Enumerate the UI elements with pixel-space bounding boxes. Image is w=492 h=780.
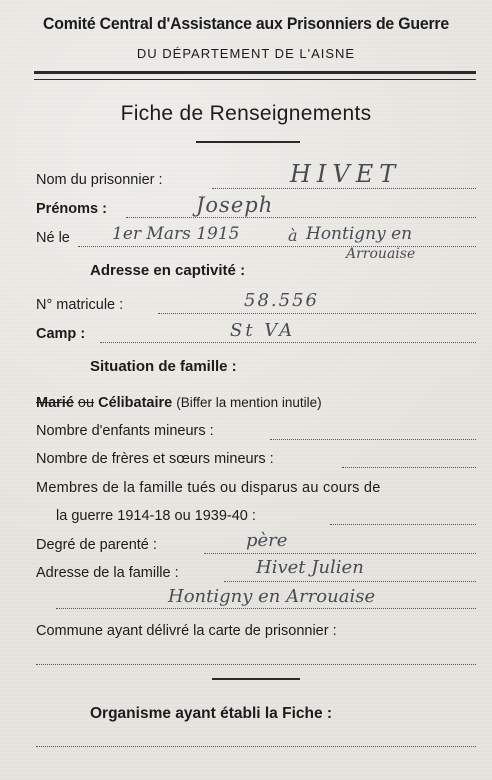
header-rule-thick: [34, 71, 476, 74]
title-underline: [196, 141, 300, 143]
family-address-line-2: [56, 608, 476, 609]
family-situation-heading: Situation de famille :: [90, 358, 237, 375]
birth-place-value: Hontigny en: [306, 224, 413, 244]
captivity-address-heading: Adresse en captivité :: [90, 262, 246, 279]
department-subtitle: DU DÉPARTEMENT DE L'AISNE: [136, 46, 356, 61]
matricule-label: N° matricule :: [36, 297, 124, 313]
commune-line: [36, 664, 476, 665]
ne-le-label: Né le: [36, 230, 70, 246]
matricule-line: [158, 313, 476, 314]
organisme-line: [36, 746, 476, 747]
relationship-label: Degré de parenté :: [36, 537, 157, 553]
family-members-label-2: la guerre 1914-18 ou 1939-40 :: [56, 508, 256, 524]
organisme-heading: Organisme ayant établi la Fiche :: [90, 705, 333, 722]
camp-value: St VA: [230, 320, 296, 341]
commune-label: Commune ayant délivré la carte de prisonnier :: [36, 623, 337, 639]
children-label: Nombre d'enfants mineurs :: [36, 423, 214, 439]
relationship-value: père: [246, 530, 288, 551]
camp-line: [100, 342, 476, 343]
section-divider: [212, 678, 300, 680]
camp-label: Camp :: [36, 326, 86, 342]
marie-option-struck: Marié: [36, 395, 74, 411]
organization-title: Comité Central d'Assistance aux Prisonniers de Guerre: [42, 14, 449, 33]
family-address-value-2: Hontigny en Arrouaise: [168, 586, 376, 607]
celibataire-option: Célibataire: [98, 395, 173, 411]
birth-place-prefix: à: [288, 226, 298, 245]
family-members-label-1: Membres de la famille tués ou disparus au cours de: [36, 480, 381, 496]
nom-value: HIVET: [290, 160, 402, 188]
family-address-line-1: [224, 581, 476, 582]
form-title: Fiche de Renseignements: [120, 102, 372, 125]
matricule-value: 58.556: [244, 290, 319, 311]
ou-word: ou: [77, 395, 95, 411]
nom-line: [212, 188, 476, 189]
strike-note: (Biffer la mention inutile): [176, 395, 322, 410]
siblings-line: [342, 467, 476, 468]
prenoms-value: Joseph: [196, 193, 274, 217]
relationship-line: [204, 553, 476, 554]
prenoms-label: Prénoms :: [36, 201, 107, 217]
family-address-value-1: Hivet Julien: [256, 557, 364, 578]
nom-label: Nom du prisonnier :: [36, 172, 163, 188]
children-line: [270, 439, 476, 440]
header-rule-thin: [34, 79, 476, 80]
marital-status-row: [36, 395, 322, 411]
birth-date-value: 1er Mars 1915: [112, 224, 240, 244]
family-address-label: Adresse de la famille :: [36, 565, 179, 581]
family-members-line: [330, 524, 476, 525]
siblings-label: Nombre de frères et sœurs mineurs :: [36, 451, 274, 467]
ne-le-line: [78, 246, 476, 247]
birth-place-value-2: Arrouaise: [346, 246, 416, 262]
prenoms-line: [126, 217, 476, 218]
